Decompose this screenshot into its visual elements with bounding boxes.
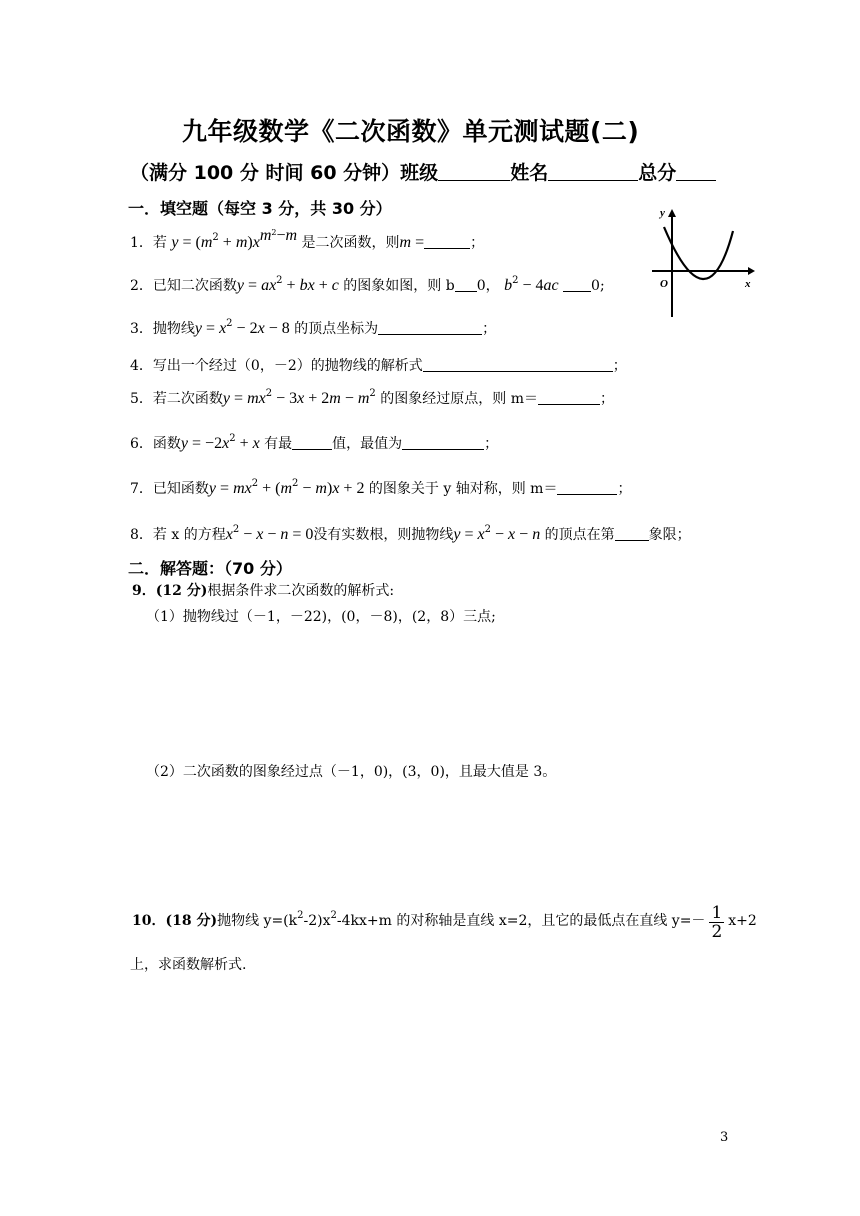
q10-number: 10． <box>132 913 166 929</box>
q10-points: (18 分) <box>165 913 218 929</box>
question-8: 8．若 x 的方程$x^2 - x - n = 0$没有实数根，则抛物线$y = x^2 - x - n$ 的顶点在第 象限； <box>130 524 691 543</box>
q3-answer-blank[interactable] <box>378 320 482 335</box>
section-1-heading: 一．填空题（每空 3 分，共 30 分） <box>128 199 392 218</box>
q9-points: (12 分) <box>155 583 208 599</box>
q9-text: 根据条件求二次函数的解析式: <box>207 583 395 599</box>
y-axis-label: y <box>660 207 665 219</box>
q6-mid: 有最 <box>264 436 293 452</box>
q4-answer-blank[interactable] <box>423 357 613 372</box>
page-title: 九年级数学《二次函数》单元测试题(二) <box>182 117 640 146</box>
q6-prefix: 6．函数 <box>130 436 181 452</box>
x-axis-arrow <box>748 267 755 275</box>
q7-prefix: 7．已知函数 <box>130 481 209 497</box>
question-3: 3．抛物线$y = x^2 - 2x - 8$ 的顶点坐标为 ； <box>130 318 497 337</box>
y-axis-arrow <box>668 209 676 217</box>
question-10-line-2: 上，求函数解析式. <box>130 957 247 973</box>
q1-formula: y <box>171 234 179 251</box>
q2-answer-blank-2[interactable] <box>563 277 591 292</box>
question-5: 5．若二次函数$y = mx^2 - 3x + 2m - m^2$ 的图象经过原点，则 m＝ ； <box>130 388 614 407</box>
q8-answer-blank[interactable] <box>615 526 649 541</box>
question-9-part-2: （2）二次函数的图象经过点（－1，0)，(3，0)，且最大值是 3。 <box>146 764 557 780</box>
q7-answer-blank[interactable] <box>557 480 617 495</box>
q6-answer-blank-1[interactable] <box>292 435 332 450</box>
q5-prefix: 5．若二次函数 <box>130 391 223 407</box>
class-blank[interactable] <box>438 166 510 181</box>
question-9-part-1: （1）抛物线过（－1，－22)，(0，－8)，(2，8）三点; <box>146 609 496 625</box>
parabola-graph <box>648 205 763 320</box>
q2-answer-blank-1[interactable] <box>455 277 477 292</box>
total-blank[interactable] <box>676 166 716 181</box>
section-2-heading: 二．解答题：（70 分） <box>128 559 292 578</box>
q3-mid: 的顶点坐标为 <box>294 321 379 337</box>
question-1: 1．若 $y = (m^2 + m)x^{m^2-m}$ 是二次函数，则m = ； <box>130 227 485 251</box>
q6-answer-blank-2[interactable] <box>402 435 484 450</box>
page-number: 3 <box>720 1130 729 1145</box>
q10-fraction: $\frac{1}{2}$ <box>711 903 723 942</box>
question-10: 10．(18 分)抛物线 $y=(k^2-2)x^2-4kx+m$ 的对称轴是直线 x=2，且它的最低点在直线 y=－ $\frac{1}{2}$ x+2 <box>132 903 757 942</box>
q1-answer-blank[interactable] <box>424 234 470 249</box>
q1-mid: 是二次函数，则 <box>301 235 400 251</box>
name-label: 姓名 <box>510 162 549 184</box>
exam-info-prefix: （满分 100 分 时间 60 分钟）班级 <box>130 162 439 184</box>
name-blank[interactable] <box>548 166 638 181</box>
q2-prefix: 2．已知二次函数 <box>130 278 237 294</box>
origin-label: O <box>660 278 668 290</box>
q2-mid: 的图象如图，则 b <box>343 278 455 294</box>
q5-mid: 的图象经过原点，则 m＝ <box>380 391 538 407</box>
exam-info-line <box>130 158 716 185</box>
q7-mid: 的图象关于 y 轴对称，则 m＝ <box>368 481 558 497</box>
question-4: 4．写出一个经过（0，－2）的抛物线的解析式 ； <box>130 358 627 374</box>
q4-text: 4．写出一个经过（0，－2）的抛物线的解析式 <box>130 358 423 374</box>
q1-prefix: 1．若 <box>130 235 167 251</box>
question-9 <box>132 580 394 600</box>
total-label: 总分 <box>638 162 677 184</box>
question-2: 2．已知二次函数$y = ax^2$ + bx + c 的图象如图，则 b 0， $b^2 - 4ac$ 0; <box>130 275 605 294</box>
question-6: 6．函数$y = -2x^2 + x$ 有最 值，最值为 ； <box>130 433 499 452</box>
x-axis-label: x <box>745 278 751 290</box>
q8-prefix: 8．若 x 的方程 <box>130 527 226 543</box>
q5-answer-blank[interactable] <box>538 390 600 405</box>
q3-prefix: 3．抛物线 <box>130 321 195 337</box>
question-7: 7．已知函数$y = mx^2 + (m^2 - m)x + 2$ 的图象关于 y 轴对称，则 m＝ ； <box>130 478 632 497</box>
q9-number: 9． <box>132 583 156 599</box>
